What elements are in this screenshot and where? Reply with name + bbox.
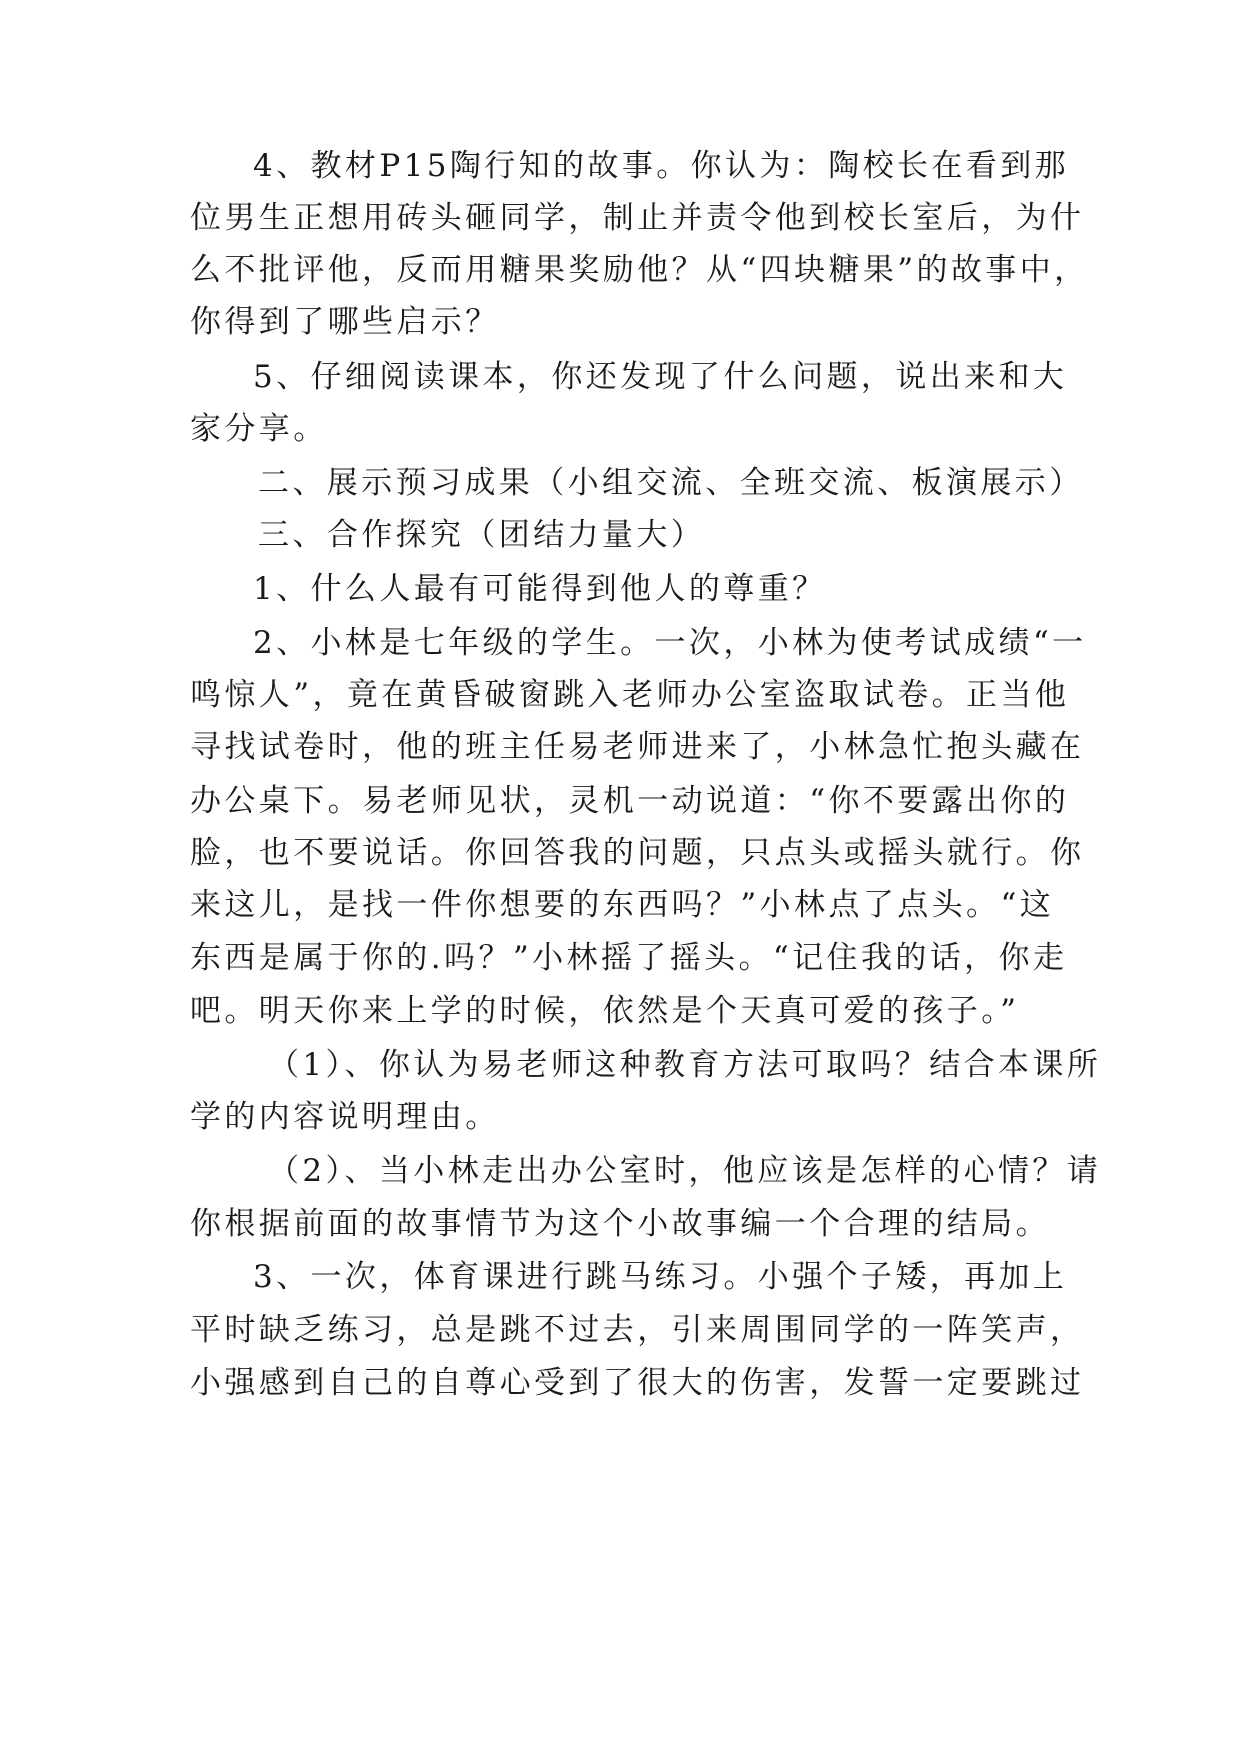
text-line: （2）、当小林走出办公室时，他应该是怎样的心情？请	[268, 1153, 1102, 1189]
text-line: 吧。明天你来上学的时候，依然是个天真可爱的孩子。”	[190, 993, 1020, 1029]
text-line: 家分享。	[190, 411, 328, 447]
text-line: 3、一次，体育课进行跳马练习。小强个子矮，再加上	[253, 1259, 1068, 1295]
text-line: 小强感到自己的自尊心受到了很大的伤害，发誓一定要跳过	[190, 1365, 1085, 1401]
text-line: 东西是属于你的.吗？”小林摇了摇头。“记住我的话，你走	[190, 940, 1068, 976]
text-line: （1）、你认为易老师这种教育方法可取吗？结合本课所	[268, 1047, 1102, 1083]
text-line: 你得到了哪些启示？	[190, 304, 500, 340]
text-line: 平时缺乏练习，总是跳不过去，引来周围同学的一阵笑声，	[190, 1312, 1085, 1348]
section-heading: 三、合作探究（团结力量大）	[258, 517, 706, 553]
text-line: 来这儿，是找一件你想要的东西吗？”小林点了点头。“这	[190, 887, 1055, 923]
text-line: 寻找试卷时，他的班主任易老师进来了，小林急忙抱头藏在	[190, 729, 1085, 765]
text-line: 4、教材P15陶行知的故事。你认为：陶校长在看到那	[253, 148, 1070, 184]
section-heading: 二、展示预习成果（小组交流、全班交流、板演展示）	[258, 465, 1084, 501]
text-line: 1、什么人最有可能得到他人的尊重？	[253, 571, 827, 607]
text-line: 学的内容说明理由。	[190, 1099, 500, 1135]
text-line: 办公桌下。易老师见状，灵机一动说道：“你不要露出你的	[190, 783, 1070, 819]
text-line: 鸣惊人”，竟在黄昏破窗跳入老师办公室盗取试卷。正当他	[190, 677, 1070, 713]
text-line: 2、小林是七年级的学生。一次，小林为使考试成绩“一	[253, 625, 1087, 661]
text-line: 脸，也不要说话。你回答我的问题，只点头或摇头就行。你	[190, 835, 1085, 871]
text-line: 么不批评他，反而用糖果奖励他？从“四块糖果”的故事中，	[190, 252, 1089, 288]
text-line: 5、仔细阅读课本，你还发现了什么问题，说出来和大	[253, 359, 1068, 395]
text-line: 位男生正想用砖头砸同学，制止并责令他到校长室后，为什	[190, 200, 1085, 236]
text-line: 你根据前面的故事情节为这个小故事编一个合理的结局。	[190, 1206, 1050, 1242]
